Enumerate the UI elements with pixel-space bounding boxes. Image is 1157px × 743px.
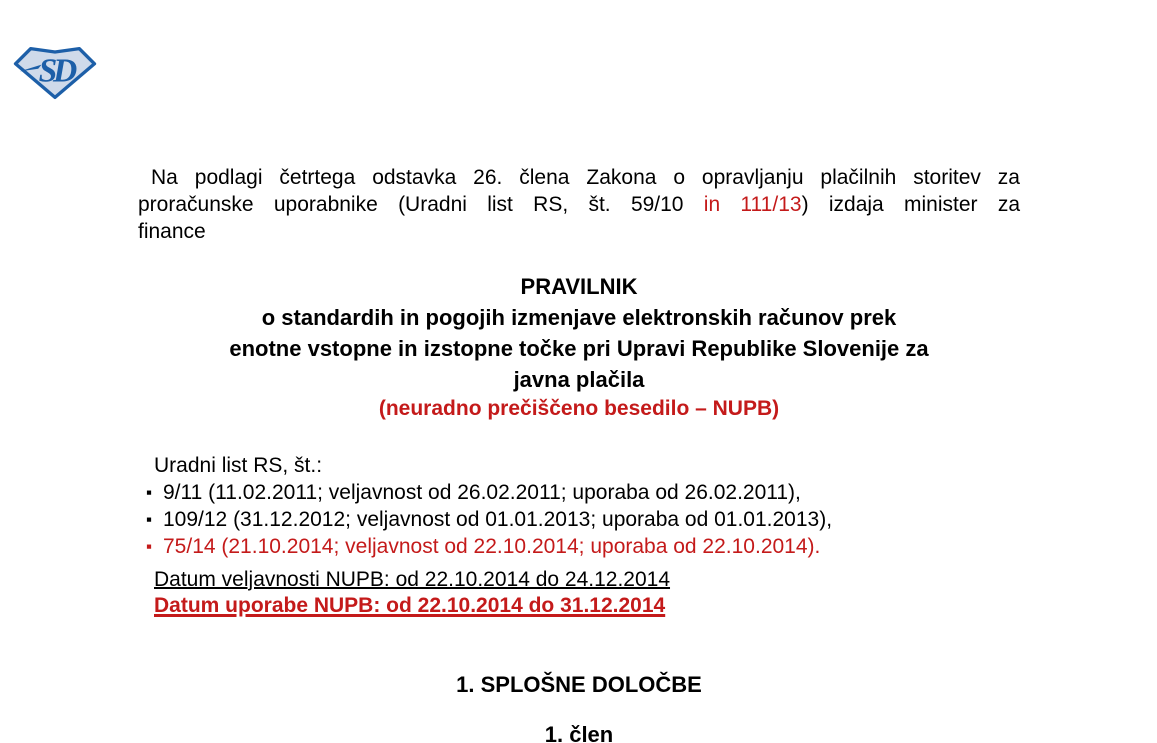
intro-line-1: Na podlagi četrtega odstavka 26. člena Zakona o opravljanju plačilnih storitev za [151,166,1020,189]
title-main: PRAVILNIK [520,274,638,299]
validity-dates [138,567,1020,619]
gazette-item [146,479,1020,506]
validity-period-line [154,567,1020,593]
bullet-icon: ▪ [146,510,153,529]
nupb-note: (neuradno prečiščeno besedilo – NUPB) [378,397,780,420]
intro-line-3: finance [138,220,206,243]
intro-line-2 [138,191,1020,218]
title-line: enotne vstopne in izstopne točke pri Upravi Republike Slovenije za [229,336,929,361]
logo-letters: SD [38,52,74,90]
title-line: javna plačila [513,367,645,392]
bullet-icon: ▪ [146,537,153,556]
gazette-item-text: 75/14 (21.10.2014; veljavnost od 22.10.2014; uporaba od 22.10.2014). [163,535,821,558]
article-heading: 1. člen [544,722,614,743]
usage-period-text: Datum uporabe NUPB: od 22.10.2014 do 31.12.2014 [154,594,666,617]
validity-period-text: Datum veljavnosti NUPB: od 22.10.2014 do 24.12.2014 [154,568,671,591]
intro-paragraph [138,164,1020,245]
bullet-icon: ▪ [146,483,153,502]
sd-shield-icon [13,46,97,100]
intro-line2-black2: ) izdaja minister za [801,193,1020,216]
document-title [138,271,1020,395]
gazette-heading: Uradni list RS, št.: [154,454,323,477]
sd-shield-logo [13,46,97,100]
gazette-item [146,506,1020,533]
title-line: o standardih in pogojih izmenjave elektronskih računov prek [261,305,897,330]
chapter-heading: 1. SPLOŠNE DOLOČBE [456,672,702,697]
gazette-list [138,452,1020,560]
intro-line2-red-reference: in 111/13 [703,193,802,216]
usage-period-line [154,593,1020,619]
document-content [138,0,1020,743]
gazette-item-text: 9/11 (11.02.2011; veljavnost od 26.02.2011; uporaba od 26.02.2011), [163,481,801,504]
gazette-item-current [146,533,1020,560]
intro-line2-black1: proračunske uporabnike (Uradni list RS, št. 59/10 [138,193,684,216]
gazette-item-text: 109/12 (31.12.2012; veljavnost od 01.01.2013; uporaba od 01.01.2013), [163,508,833,531]
